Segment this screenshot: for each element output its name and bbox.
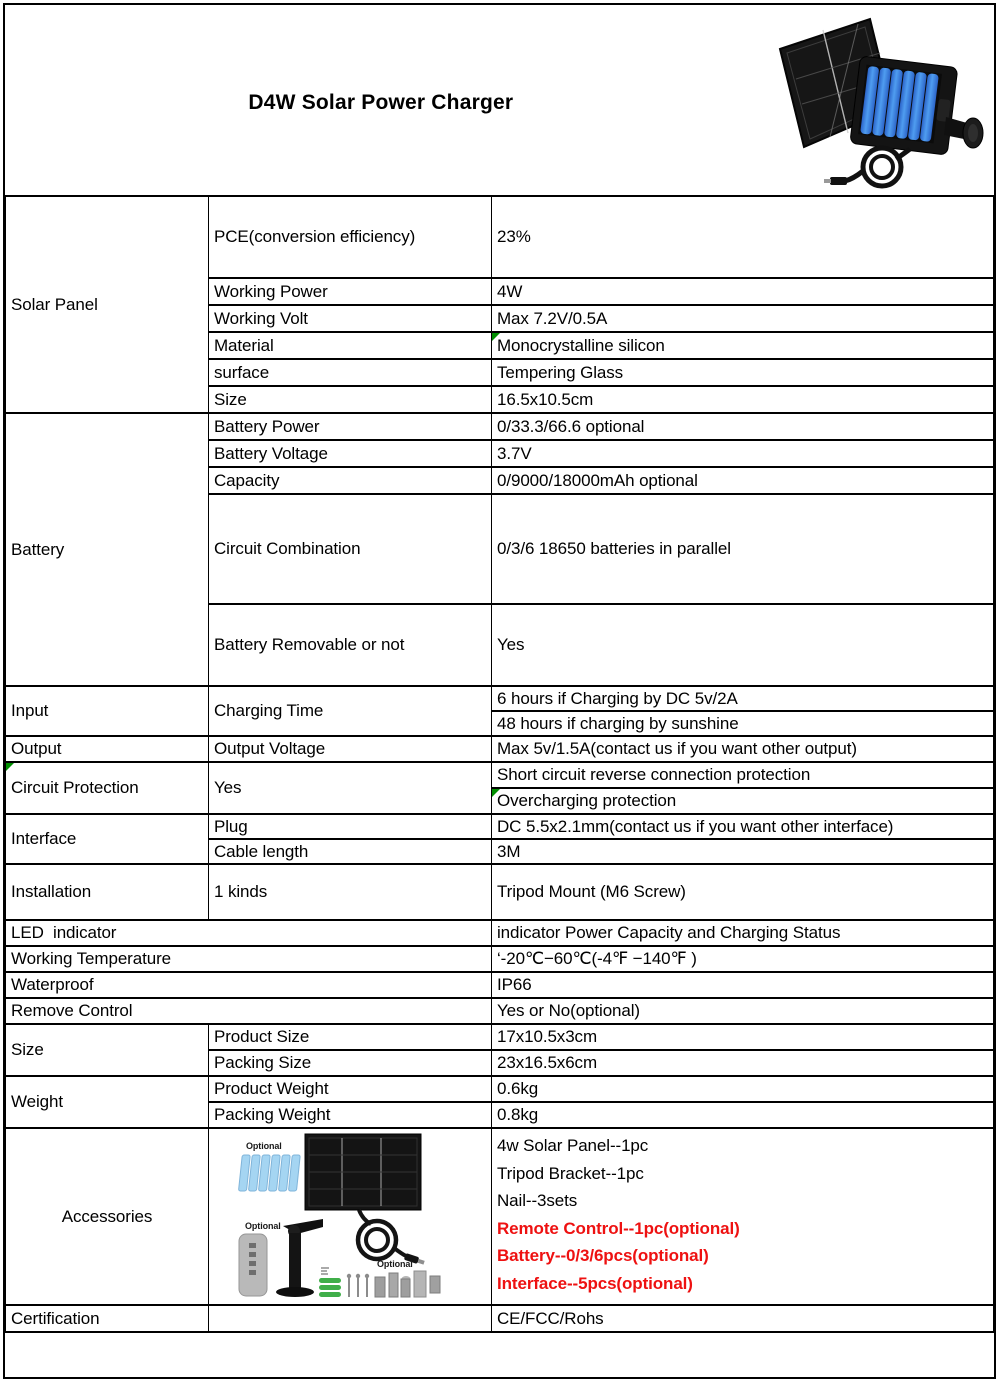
surface-key: surface	[209, 359, 492, 386]
certification-empty-cell	[209, 1305, 492, 1332]
output-voltage-key: Output Voltage	[209, 736, 492, 762]
battery-voltage-value: 3.7V	[492, 440, 994, 467]
tripod-bracket-graphic	[276, 1219, 323, 1297]
led-indicator-value: indicator Power Capacity and Charging Status	[492, 920, 994, 946]
circuit-combination-value: 0/3/6 18650 batteries in parallel	[492, 494, 994, 604]
installation-value: Tripod Mount (M6 Screw)	[492, 864, 994, 920]
pce-key: PCE(conversion efficiency)	[209, 196, 492, 278]
panel-size-key: Size	[209, 386, 492, 413]
installation-section-label: Installation	[6, 864, 209, 920]
battery-cells-graphic	[238, 1141, 300, 1191]
battery-removable-value: Yes	[492, 604, 994, 686]
list-item: Tripod Bracket--1pc	[497, 1163, 644, 1183]
charging-time-sun: 48 hours if charging by sunshine	[492, 711, 994, 736]
adapters-graphic	[375, 1259, 440, 1297]
protection-short-circuit: Short circuit reverse connection protection	[492, 762, 994, 788]
size-section-label: Size	[6, 1024, 209, 1076]
pce-value: 23%	[492, 196, 994, 278]
output-section-label: Output	[6, 736, 209, 762]
panel-size-value: 16.5x10.5cm	[492, 386, 994, 413]
table-row	[6, 864, 994, 920]
table-row	[6, 972, 994, 998]
battery-removable-key: Battery Removable or not	[209, 604, 492, 686]
nails-graphic	[347, 1274, 369, 1297]
remote-control-graphic	[239, 1221, 281, 1296]
installation-key: 1 kinds	[209, 864, 492, 920]
interface-section-label: Interface	[6, 814, 209, 864]
input-section-label: Input	[6, 686, 209, 736]
table-row	[6, 736, 994, 762]
table-row	[6, 413, 994, 440]
packing-weight-key: Packing Weight	[209, 1102, 492, 1128]
table-row	[6, 686, 994, 711]
led-indicator-label: LED indicator	[6, 920, 492, 946]
cable-length-value: 3M	[492, 839, 994, 864]
optional-label: Optional	[377, 1259, 413, 1269]
optional-label: Optional	[245, 1221, 281, 1231]
table-row	[6, 762, 994, 788]
working-temperature-label: Working Temperature	[6, 946, 492, 972]
cable-length-key: Cable length	[209, 839, 492, 864]
list-item-optional: Battery--0/3/6pcs(optional)	[497, 1246, 709, 1265]
circuit-protection-key: Yes	[209, 762, 492, 814]
waterproof-value: IP66	[492, 972, 994, 998]
optional-label: Optional	[246, 1141, 282, 1151]
battery-voltage-key: Battery Voltage	[209, 440, 492, 467]
table-row	[6, 1076, 994, 1102]
list-item: Nail--3sets	[497, 1191, 578, 1210]
packing-weight-value: 0.8kg	[492, 1102, 994, 1128]
product-weight-key: Product Weight	[209, 1076, 492, 1102]
plug-value: DC 5.5x2.1mm(contact us if you want other interface)	[492, 814, 994, 839]
spec-sheet	[3, 3, 996, 1379]
product-weight-value: 0.6kg	[492, 1076, 994, 1102]
battery-power-value: 0/33.3/66.6 optional	[492, 413, 994, 440]
material-value: Monocrystalline silicon	[492, 332, 994, 359]
capacity-key: Capacity	[209, 467, 492, 494]
product-size-value: 17x10.5x3cm	[492, 1024, 994, 1050]
table-row	[6, 1024, 994, 1050]
material-key: Material	[209, 332, 492, 359]
circuit-combination-key: Circuit Combination	[209, 494, 492, 604]
charging-time-dc: 6 hours if Charging by DC 5v/2A	[492, 686, 994, 711]
battery-section-label: Battery	[6, 413, 209, 686]
capacity-value: 0/9000/18000mAh optional	[492, 467, 994, 494]
accessories-section-label: Accessories	[6, 1128, 209, 1305]
accessories-photo	[209, 1129, 490, 1299]
waterproof-label: Waterproof	[6, 972, 492, 998]
accessories-list	[492, 1128, 994, 1305]
cable-small-graphic	[358, 1210, 425, 1265]
surface-value: Tempering Glass	[492, 359, 994, 386]
accessories-photo-cell	[209, 1128, 492, 1305]
working-volt-key: Working Volt	[209, 305, 492, 332]
certification-value: CE/FCC/Rohs	[492, 1305, 994, 1332]
battery-pack-graphic	[850, 56, 958, 155]
table-row	[6, 814, 994, 839]
mount-arm-graphic	[944, 117, 983, 148]
remove-control-value: Yes or No(optional)	[492, 998, 994, 1024]
protection-overcharging: Overcharging protection	[492, 788, 994, 814]
page-title: D4W Solar Power Charger	[248, 91, 514, 114]
spec-table	[5, 195, 994, 1333]
sheet-header	[5, 5, 994, 195]
solar-panel-section-label: Solar Panel	[6, 196, 209, 413]
product-photo	[760, 9, 988, 195]
battery-power-key: Battery Power	[209, 413, 492, 440]
packing-size-value: 23x16.5x6cm	[492, 1050, 994, 1076]
table-row	[6, 196, 994, 278]
working-power-key: Working Power	[209, 278, 492, 305]
weight-section-label: Weight	[6, 1076, 209, 1128]
plug-key: Plug	[209, 814, 492, 839]
working-temperature-value: ‘-20℃−60℃(-4℉ −140℉ )	[492, 946, 994, 972]
table-row	[6, 946, 994, 972]
charging-time-key: Charging Time	[209, 686, 492, 736]
packing-size-key: Packing Size	[209, 1050, 492, 1076]
table-row	[6, 1128, 994, 1305]
working-volt-value: Max 7.2V/0.5A	[492, 305, 994, 332]
table-row	[6, 1305, 994, 1332]
cable-graphic	[824, 148, 910, 186]
anchors-graphic	[319, 1268, 341, 1297]
list-item-optional: Interface--5pcs(optional)	[497, 1273, 693, 1293]
circuit-protection-label: Circuit Protection	[6, 762, 209, 814]
product-size-key: Product Size	[209, 1024, 492, 1050]
output-voltage-value: Max 5v/1.5A(contact us if you want other output)	[492, 736, 994, 762]
table-row	[6, 920, 994, 946]
solar-panel-small-graphic	[305, 1134, 421, 1210]
table-row	[6, 998, 994, 1024]
list-item-optional: Remote Control--1pc(optional)	[497, 1218, 740, 1238]
working-power-value: 4W	[492, 278, 994, 305]
list-item: 4w Solar Panel--1pc	[497, 1136, 649, 1155]
remove-control-label: Remove Control	[6, 998, 492, 1024]
certification-label: Certification	[6, 1305, 209, 1332]
